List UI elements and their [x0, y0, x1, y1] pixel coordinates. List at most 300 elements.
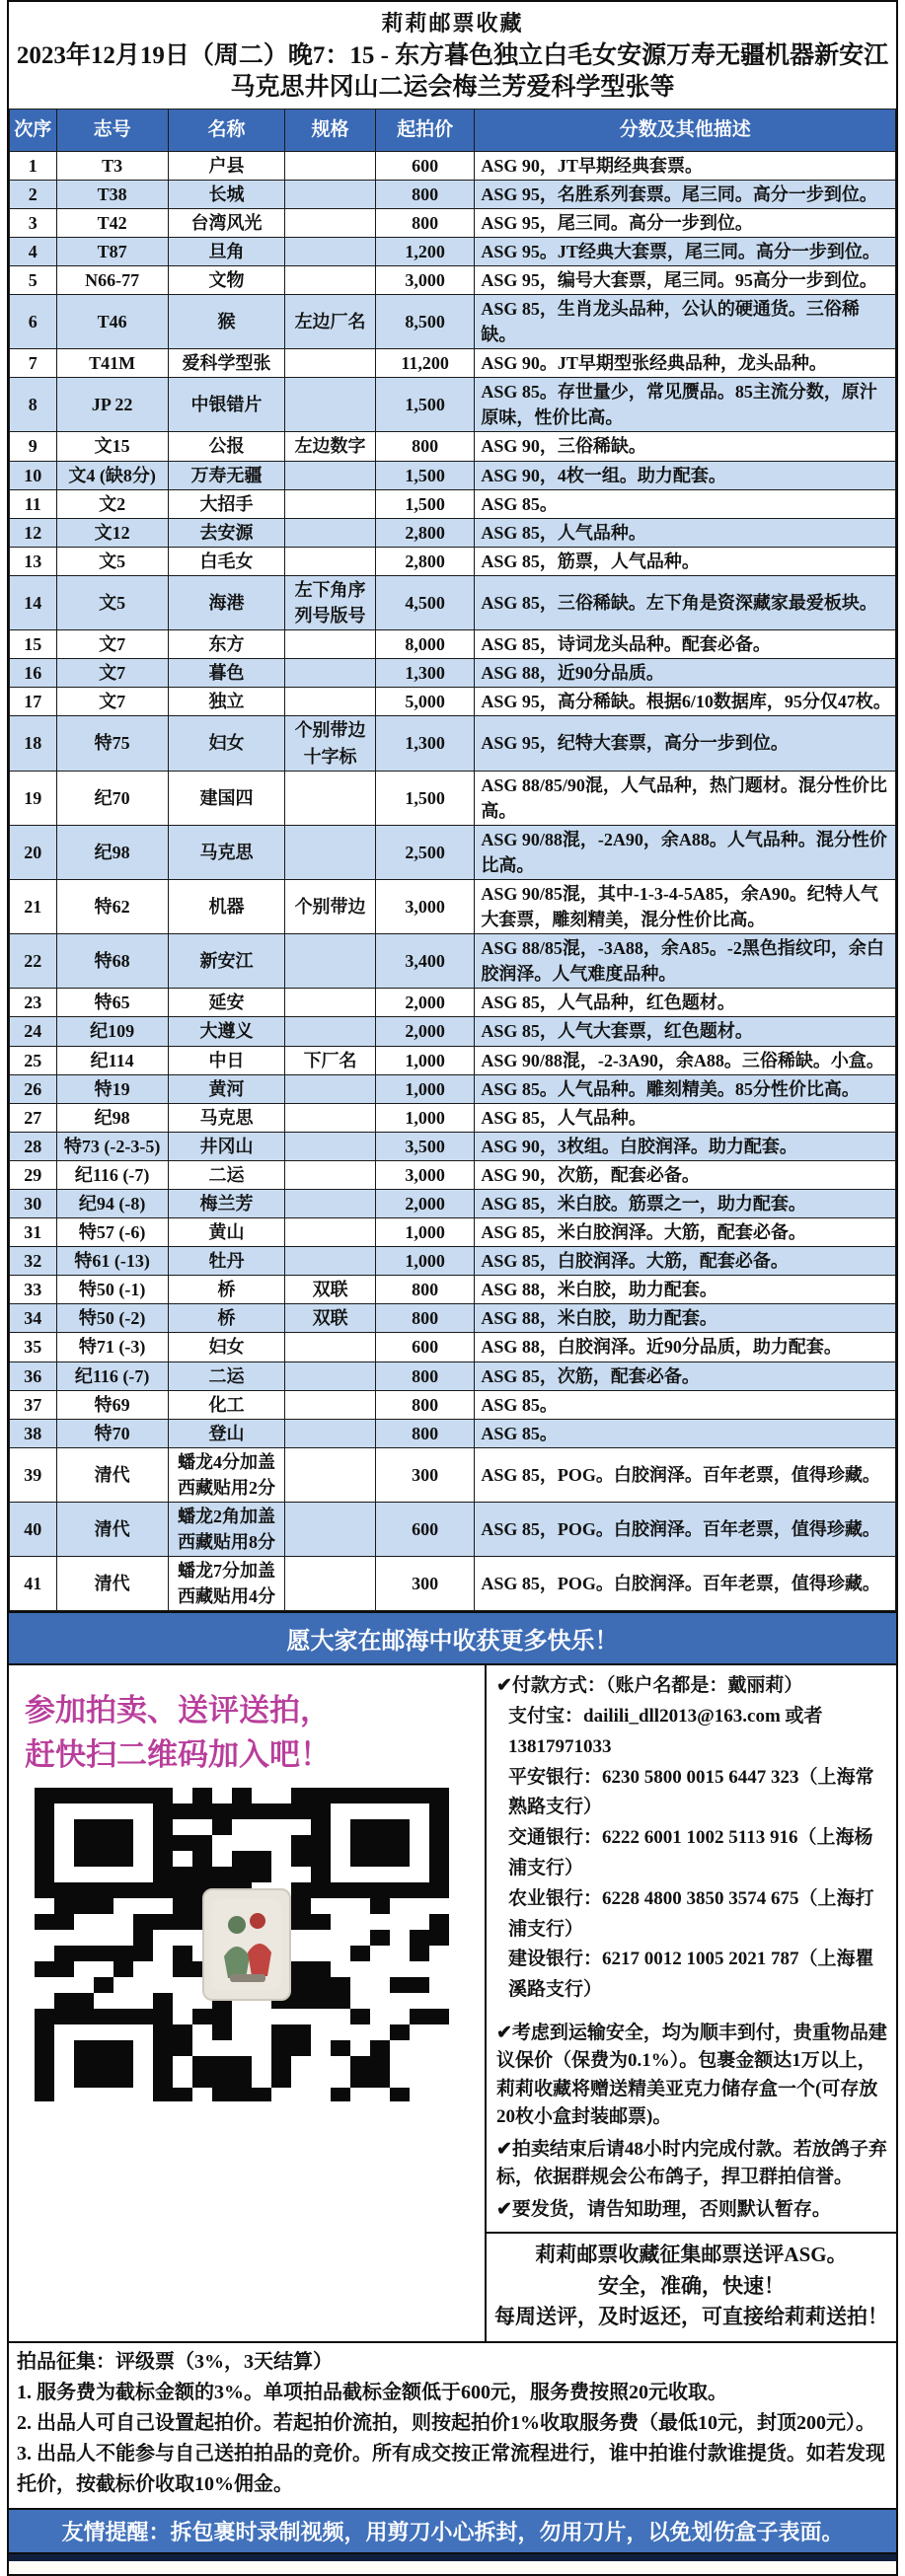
cell-start-price: 1,300: [375, 659, 475, 688]
cell-start-price: 800: [375, 1362, 475, 1390]
cell-start-price: 2,500: [375, 825, 475, 879]
cell-spec: 个别带边十字标: [285, 716, 376, 771]
lot-row: [10, 989, 896, 1017]
cell-catalog-no: 文7: [56, 688, 168, 716]
join-line-1: 参加拍卖、送评送拍，: [25, 1693, 331, 1729]
cell-catalog-no: 特57 (-6): [56, 1218, 168, 1247]
cell-description: ASG 85，人气品种。: [475, 518, 896, 547]
cell-catalog-no: 文12: [56, 518, 168, 547]
cell-lot-name: 暮色: [168, 659, 285, 688]
column-header: 次序: [10, 110, 57, 152]
cell-spec: [285, 1247, 376, 1276]
cell-spec: [285, 1160, 376, 1189]
cell-catalog-no: 特50 (-2): [56, 1304, 168, 1333]
cell-lot-name: 白毛女: [168, 547, 285, 575]
cell-catalog-no: 特69: [56, 1390, 168, 1419]
cell-order: 3: [10, 208, 57, 237]
lot-row: [10, 1419, 896, 1447]
lot-row: [10, 575, 896, 629]
cell-order: 24: [10, 1017, 57, 1046]
terms-items-list: [17, 2378, 888, 2500]
lot-row: [10, 716, 896, 771]
cell-lot-name: 登山: [168, 1419, 285, 1447]
join-cell: [9, 1665, 487, 2340]
cell-catalog-no: 特65: [56, 989, 168, 1017]
cell-order: 27: [10, 1103, 57, 1132]
join-invitation-text: [9, 1665, 485, 1784]
lot-row: [10, 1557, 896, 1611]
cell-catalog-no: 文2: [56, 489, 168, 518]
cell-start-price: 800: [375, 1390, 475, 1419]
cell-catalog-no: 特73 (-2-3-5): [56, 1132, 168, 1160]
cell-lot-name: 中日: [168, 1046, 285, 1074]
cell-catalog-no: 特71 (-3): [56, 1333, 168, 1362]
cell-spec: [285, 518, 376, 547]
cell-start-price: 1,200: [375, 237, 475, 265]
cell-order: 29: [10, 1160, 57, 1189]
cell-description: ASG 88/85混，-3A88，余A85。-2黑色指纹印，余白胶润泽。人气难度品种。: [475, 934, 896, 989]
qr-center-avatar: [202, 1888, 291, 2001]
cell-spec: [285, 378, 376, 432]
lot-row: [10, 432, 896, 461]
payment-accounts-list: [496, 1702, 888, 2006]
cell-start-price: 1,500: [375, 489, 475, 518]
cell-spec: [285, 989, 376, 1017]
cell-description: ASG 88，白胶润泽。近90分品质，助力配套。: [475, 1333, 896, 1362]
cell-lot-name: 二运: [168, 1362, 285, 1390]
asg-promo-line: 安全，准确，快速！: [598, 2273, 785, 2298]
cell-order: 13: [10, 547, 57, 575]
payment-account-line: 平安银行：6230 5800 0015 6447 323（上海常熟路支行）: [508, 1766, 874, 1818]
cell-order: 1: [10, 151, 57, 180]
cell-spec: 个别带边: [285, 879, 376, 933]
cell-order: 33: [10, 1276, 57, 1304]
cell-lot-name: 井冈山: [168, 1132, 285, 1160]
cell-order: 40: [10, 1503, 57, 1557]
cell-spec: [285, 825, 376, 879]
cell-start-price: 800: [375, 432, 475, 461]
cell-start-price: 1,000: [375, 1046, 475, 1074]
cell-lot-name: 长城: [168, 180, 285, 208]
cell-catalog-no: 纪98: [56, 825, 168, 879]
cell-start-price: 2,000: [375, 1017, 475, 1046]
cell-start-price: 600: [375, 1503, 475, 1557]
lot-row: [10, 237, 896, 265]
lot-row: [10, 1503, 896, 1557]
cell-start-price: 4,500: [375, 575, 475, 629]
payment-account-line: 建设银行：6217 0012 1005 2021 787（上海瞿溪路支行）: [508, 1949, 874, 2001]
cell-start-price: 300: [375, 1557, 475, 1611]
cell-catalog-no: 特70: [56, 1419, 168, 1447]
payment-note: ✔要发货，请告知助理，否则默认暂存。: [496, 2198, 831, 2220]
cell-order: 19: [10, 771, 57, 825]
cell-description: ASG 85，人气大套票，红色题材。: [475, 1017, 896, 1046]
cell-start-price: 3,500: [375, 1132, 475, 1160]
cell-description: ASG 90/85混，其中-1-3-4-5A85，余A90。纪特人气大套票，雕刻精美，混分性价比高。: [475, 879, 896, 933]
cell-order: 41: [10, 1557, 57, 1611]
cell-lot-name: 东方: [168, 630, 285, 659]
cell-start-price: 3,000: [375, 879, 475, 933]
lot-row: [10, 1103, 896, 1132]
cell-order: 6: [10, 295, 57, 349]
cell-lot-name: 黄山: [168, 1218, 285, 1247]
cell-order: 30: [10, 1190, 57, 1218]
cell-spec: [285, 1333, 376, 1362]
cell-order: 8: [10, 378, 57, 432]
cell-spec: [285, 1074, 376, 1103]
cell-lot-name: 妇女: [168, 1333, 285, 1362]
cell-start-price: 1,500: [375, 378, 475, 432]
cell-catalog-no: 特62: [56, 879, 168, 933]
cell-lot-name: 机器: [168, 879, 285, 933]
lot-row: [10, 630, 896, 659]
cell-start-price: 1,300: [375, 716, 475, 771]
cell-description: ASG 90/88混，-2A90，余A88。人气品种。混分性价比高。: [475, 825, 896, 879]
cell-catalog-no: 文4 (缺8分): [56, 461, 168, 489]
cell-catalog-no: 纪114: [56, 1046, 168, 1074]
cell-catalog-no: T3: [56, 151, 168, 180]
cell-spec: 左边厂名: [285, 295, 376, 349]
cell-description: ASG 85，筋票，人气品种。: [475, 547, 896, 575]
lot-row: [10, 1046, 896, 1074]
lot-row: [10, 461, 896, 489]
cell-lot-name: 大遵义: [168, 1017, 285, 1046]
cell-start-price: 1,000: [375, 1103, 475, 1132]
cell-description: ASG 85，米白胶。筋票之一，助力配套。: [475, 1190, 896, 1218]
cell-start-price: 800: [375, 1276, 475, 1304]
cell-start-price: 800: [375, 1304, 475, 1333]
cell-spec: [285, 151, 376, 180]
join-line-2: 赶快扫二维码加入吧！: [25, 1737, 331, 1773]
cell-catalog-no: N66-77: [56, 265, 168, 294]
cell-spec: [285, 934, 376, 989]
lot-row: [10, 518, 896, 547]
lot-row: [10, 151, 896, 180]
cell-catalog-no: 纪116 (-7): [56, 1160, 168, 1189]
cell-start-price: 3,400: [375, 934, 475, 989]
payment-account-line: 交通银行：6222 6001 1002 5113 916（上海杨浦支行）: [508, 1827, 873, 1879]
cell-order: 21: [10, 879, 57, 933]
cell-lot-name: 二运: [168, 1160, 285, 1189]
cell-lot-name: 桥: [168, 1276, 285, 1304]
cell-lot-name: 马克思: [168, 825, 285, 879]
cell-order: 7: [10, 349, 57, 378]
terms-section: [9, 2343, 896, 2510]
cell-lot-name: 公报: [168, 432, 285, 461]
lot-row: [10, 1362, 896, 1390]
cell-lot-name: 妇女: [168, 716, 285, 771]
cell-spec: [285, 237, 376, 265]
cell-lot-name: 文物: [168, 265, 285, 294]
cell-description: ASG 95，高分稀缺。根据6/10数据库，95分仅47枚。: [475, 688, 896, 716]
cell-catalog-no: T42: [56, 208, 168, 237]
payment-cell: [487, 1665, 896, 2340]
cell-start-price: 2,000: [375, 989, 475, 1017]
cell-spec: [285, 1132, 376, 1160]
lot-row: [10, 1390, 896, 1419]
cell-order: 35: [10, 1333, 57, 1362]
payment-note: ✔拍卖结束后请48小时内完成付款。若放鸽子弃标，依据群规会公布鸽子，捍卫群拍信誉。: [496, 2138, 887, 2188]
cell-catalog-no: 纪116 (-7): [56, 1362, 168, 1390]
lot-row: [10, 378, 896, 432]
cell-spec: [285, 349, 376, 378]
cell-start-price: 1,500: [375, 771, 475, 825]
lot-row: [10, 659, 896, 688]
terms-heading: 拍品征集：评级票（3%，3天结算）: [17, 2350, 333, 2373]
auction-flyer: [7, 0, 898, 2576]
cell-description: ASG 95，纪特大套票，高分一步到位。: [475, 716, 896, 771]
cell-lot-name: 猴: [168, 295, 285, 349]
cell-spec: 双联: [285, 1276, 376, 1304]
cell-spec: 双联: [285, 1304, 376, 1333]
cell-order: 4: [10, 237, 57, 265]
cell-order: 26: [10, 1074, 57, 1103]
cell-lot-name: 爱科学型张: [168, 349, 285, 378]
cell-spec: [285, 461, 376, 489]
lot-row: [10, 1247, 896, 1276]
cell-description: ASG 95。JT经典大套票，尾三同。高分一步到位。: [475, 237, 896, 265]
cell-start-price: 800: [375, 208, 475, 237]
cell-spec: [285, 208, 376, 237]
cell-lot-name: 独立: [168, 688, 285, 716]
cell-lot-name: 马克思: [168, 1103, 285, 1132]
cell-spec: 下厂名: [285, 1046, 376, 1074]
cell-catalog-no: 文7: [56, 630, 168, 659]
asg-promo-line: 莉莉邮票收藏征集邮票送评ASG。: [535, 2243, 848, 2267]
cell-description: ASG 90，三俗稀缺。: [475, 432, 896, 461]
cell-description: ASG 85。: [475, 489, 896, 518]
cell-description: ASG 85，米白胶润泽。大筋，配套必备。: [475, 1218, 896, 1247]
auction-table-body: [10, 151, 896, 1611]
cell-catalog-no: 文5: [56, 547, 168, 575]
cell-lot-name: 化工: [168, 1390, 285, 1419]
cell-lot-name: 海港: [168, 575, 285, 629]
cell-spec: [285, 771, 376, 825]
lot-row: [10, 1074, 896, 1103]
cell-catalog-no: T41M: [56, 349, 168, 378]
column-header: 起拍价: [375, 110, 475, 152]
cell-catalog-no: 纪94 (-8): [56, 1190, 168, 1218]
cell-spec: [285, 1447, 376, 1502]
cell-start-price: 2,000: [375, 1190, 475, 1218]
cell-catalog-no: T46: [56, 295, 168, 349]
cell-catalog-no: 清代: [56, 1557, 168, 1611]
cell-order: 38: [10, 1419, 57, 1447]
cell-description: ASG 85，次筋，配套必备。: [475, 1362, 896, 1390]
lot-row: [10, 208, 896, 237]
cell-order: 15: [10, 630, 57, 659]
cell-order: 5: [10, 265, 57, 294]
cell-catalog-no: 清代: [56, 1503, 168, 1557]
cell-spec: [285, 1103, 376, 1132]
cell-description: ASG 88，近90分品质。: [475, 659, 896, 688]
cell-lot-name: 旦角: [168, 237, 285, 265]
cell-start-price: 1,000: [375, 1247, 475, 1276]
column-header: 志号: [56, 110, 168, 152]
cell-description: ASG 95，名胜系列套票。尾三同。高分一步到位。: [475, 180, 896, 208]
lot-row: [10, 547, 896, 575]
lot-row: [10, 295, 896, 349]
lot-row: [10, 489, 896, 518]
cell-order: 34: [10, 1304, 57, 1333]
cell-lot-name: 延安: [168, 989, 285, 1017]
cell-order: 12: [10, 518, 57, 547]
cell-lot-name: 黄河: [168, 1074, 285, 1103]
cell-order: 16: [10, 659, 57, 688]
cell-description: ASG 85，诗词龙头品种。配套必备。: [475, 630, 896, 659]
auction-lots-table: [9, 109, 896, 1611]
cell-order: 2: [10, 180, 57, 208]
cell-order: 22: [10, 934, 57, 989]
cell-description: ASG 90。JT早期型张经典品种，龙头品种。: [475, 349, 896, 378]
cell-spec: [285, 180, 376, 208]
asg-grading-promo: [487, 2232, 896, 2341]
cell-lot-name: 蟠龙7分加盖西藏贴用4分: [168, 1557, 285, 1611]
bottom-margin: [9, 2561, 896, 2574]
terms-item: 1. 服务费为截标金额的3%。单项拍品截标金额低于600元，服务费按照20元收取。: [17, 2381, 727, 2403]
cell-start-price: 1,000: [375, 1074, 475, 1103]
lot-row: [10, 1276, 896, 1304]
cell-description: ASG 95，编号大套票，尾三同。95高分一步到位。: [475, 265, 896, 294]
cell-lot-name: 蟠龙4分加盖西藏贴用2分: [168, 1447, 285, 1502]
cell-description: ASG 90，JT早期经典套票。: [475, 151, 896, 180]
cell-catalog-no: 特50 (-1): [56, 1276, 168, 1304]
lot-row: [10, 1190, 896, 1218]
cell-description: ASG 85。存世量少，常见赝品。85主流分数，原汁原味，性价比高。: [475, 378, 896, 432]
cell-description: ASG 88/85/90混，人气品种，热门题材。混分性价比高。: [475, 771, 896, 825]
cell-description: ASG 90，3枚组。白胶润泽。助力配套。: [475, 1132, 896, 1160]
cell-order: 20: [10, 825, 57, 879]
cell-catalog-no: 文7: [56, 659, 168, 688]
payment-account-line: 农业银行：6228 4800 3850 3574 675（上海打浦支行）: [508, 1887, 874, 1940]
cell-lot-name: 大招手: [168, 489, 285, 518]
cell-catalog-no: 纪70: [56, 771, 168, 825]
lot-row: [10, 1447, 896, 1502]
cell-catalog-no: T87: [56, 237, 168, 265]
lot-row: [10, 1132, 896, 1160]
lot-row: [10, 1333, 896, 1362]
wish-banner: 愿大家在邮海中收获更多快乐！: [9, 1611, 896, 1665]
cell-lot-name: 蟠龙2角加盖西藏贴用8分: [168, 1503, 285, 1557]
cell-start-price: 8,000: [375, 630, 475, 659]
cell-catalog-no: 特75: [56, 716, 168, 771]
cell-start-price: 3,000: [375, 1160, 475, 1189]
cell-start-price: 600: [375, 151, 475, 180]
cell-description: ASG 95，尾三同。高分一步到位。: [475, 208, 896, 237]
cell-catalog-no: 纪109: [56, 1017, 168, 1046]
cell-spec: [285, 630, 376, 659]
cell-description: ASG 85，POG。白胶润泽。百年老票，值得珍藏。: [475, 1447, 896, 1502]
footer-columns: [9, 1665, 896, 2342]
cell-order: 14: [10, 575, 57, 629]
lot-row: [10, 1304, 896, 1333]
cell-order: 17: [10, 688, 57, 716]
page-title: 莉莉邮票收藏: [381, 11, 524, 36]
cell-lot-name: 去安源: [168, 518, 285, 547]
lot-row: [10, 688, 896, 716]
qr-avatar-illustration: [212, 1899, 281, 1990]
lot-row: [10, 771, 896, 825]
cell-catalog-no: 文15: [56, 432, 168, 461]
asg-promo-line: 每周送评，及时返还，可直接给莉莉送拍！: [494, 2305, 888, 2329]
payment-method-title: ✔付款方式：（账户名都是：戴丽莉）: [496, 1675, 803, 1697]
cell-start-price: 2,800: [375, 547, 475, 575]
lot-row: [10, 879, 896, 933]
auction-session-subtitle: 2023年12月19日（周二）晚7：15 - 东方暮色独立白毛女安源万寿无疆机器新安江马克思井冈山二运会梅兰芳爱科学型张等: [16, 42, 889, 101]
cell-spec: [285, 1218, 376, 1247]
cell-spec: 左边数字: [285, 432, 376, 461]
cell-description: ASG 90/88混，-2-3A90，余A88。三俗稀缺。小盒。: [475, 1046, 896, 1074]
cell-order: 11: [10, 489, 57, 518]
cell-spec: [285, 265, 376, 294]
cell-order: 25: [10, 1046, 57, 1074]
lot-row: [10, 265, 896, 294]
cell-description: ASG 85，人气品种，红色题材。: [475, 989, 896, 1017]
lot-row: [10, 349, 896, 378]
cell-spec: [285, 659, 376, 688]
cell-spec: 左下角序列号版号: [285, 575, 376, 629]
cell-description: ASG 88，米白胶，助力配套。: [475, 1304, 896, 1333]
cell-catalog-no: 特61 (-13): [56, 1247, 168, 1276]
lot-row: [10, 1160, 896, 1189]
terms-item: 2. 出品人可自己设置起拍价。若起拍价流拍，则按起拍价1%收取服务费（最低10元，封顶200元）。: [17, 2411, 875, 2434]
cell-description: ASG 85，POG。白胶润泽。百年老票，值得珍藏。: [475, 1557, 896, 1611]
column-header: 名称: [168, 110, 285, 152]
cell-lot-name: 新安江: [168, 934, 285, 989]
cell-spec: [285, 489, 376, 518]
cell-start-price: 800: [375, 180, 475, 208]
cell-spec: [285, 1190, 376, 1218]
cell-description: ASG 90，次筋，配套必备。: [475, 1160, 896, 1189]
column-header: 分数及其他描述: [475, 110, 896, 152]
cell-spec: [285, 688, 376, 716]
cell-catalog-no: 纪98: [56, 1103, 168, 1132]
cell-lot-name: 牡丹: [168, 1247, 285, 1276]
cell-lot-name: 户县: [168, 151, 285, 180]
lot-row: [10, 1218, 896, 1247]
cell-description: ASG 85，三俗稀缺。左下角是资深藏家最爱板块。: [475, 575, 896, 629]
cell-catalog-no: 清代: [56, 1447, 168, 1502]
payment-account-line: 支付宝：dailili_dll2013@163.com 或者 13817971033: [508, 1706, 823, 1757]
cell-catalog-no: 特68: [56, 934, 168, 989]
cell-description: ASG 85。: [475, 1419, 896, 1447]
cell-spec: [285, 547, 376, 575]
cell-catalog-no: T38: [56, 180, 168, 208]
cell-description: ASG 85，白胶润泽。大筋，配套必备。: [475, 1247, 896, 1276]
lot-row: [10, 934, 896, 989]
cell-start-price: 600: [375, 1333, 475, 1362]
cell-description: ASG 85。人气品种。雕刻精美。85分性价比高。: [475, 1074, 896, 1103]
cell-spec: [285, 1419, 376, 1447]
qr-code: [35, 1788, 459, 2101]
cell-start-price: 300: [375, 1447, 475, 1502]
bottom-navy-strip: [9, 2554, 896, 2561]
cell-order: 9: [10, 432, 57, 461]
lot-row: [10, 1017, 896, 1046]
cell-start-price: 2,800: [375, 518, 475, 547]
cell-description: ASG 85，POG。白胶润泽。百年老票，值得珍藏。: [475, 1503, 896, 1557]
cell-start-price: 5,000: [375, 688, 475, 716]
cell-spec: [285, 1503, 376, 1557]
cell-start-price: 11,200: [375, 349, 475, 378]
column-header: 规格: [285, 110, 376, 152]
payment-notes-list: [496, 2020, 888, 2225]
cell-lot-name: 台湾风光: [168, 208, 285, 237]
cell-lot-name: 中银错片: [168, 378, 285, 432]
cell-order: 10: [10, 461, 57, 489]
cell-order: 37: [10, 1390, 57, 1419]
cell-order: 39: [10, 1447, 57, 1502]
